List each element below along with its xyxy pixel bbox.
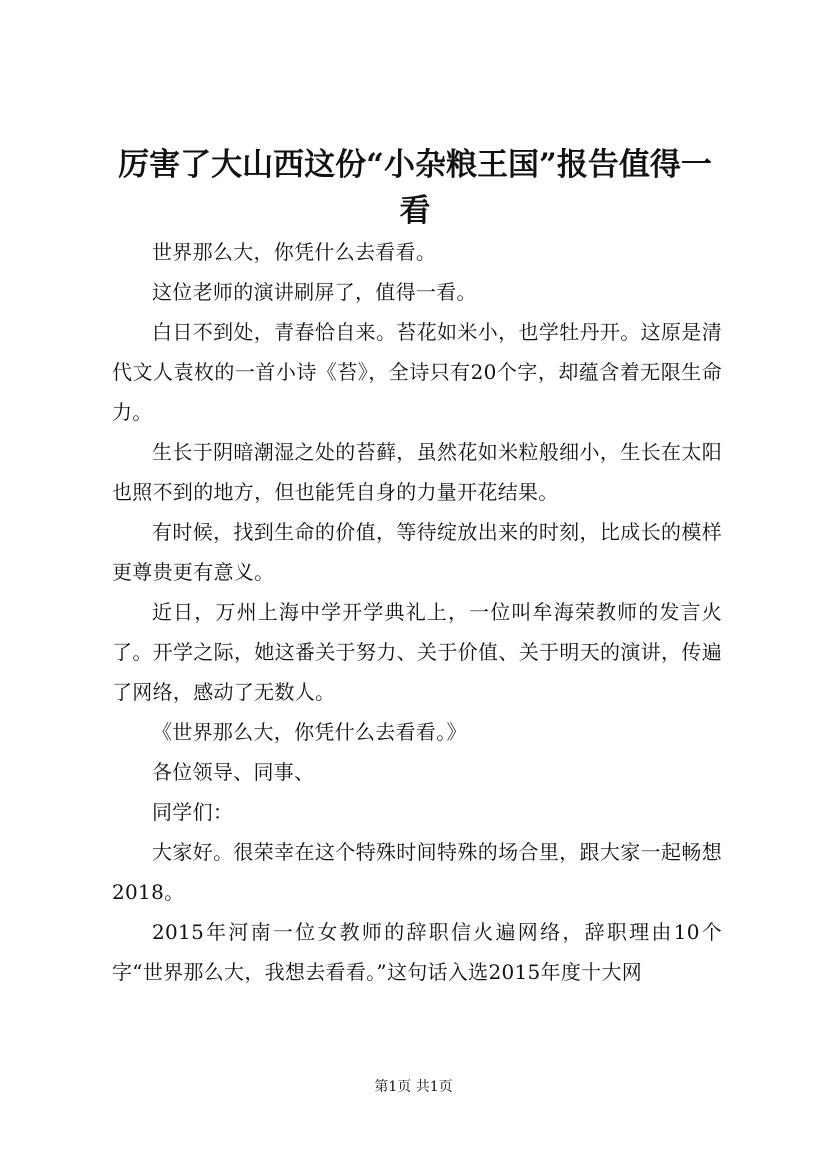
paragraph-7: 《世界那么大，你凭什么去看看。》 [152, 720, 467, 744]
paragraph-9: 同学们： [152, 800, 234, 824]
paragraph-1: 世界那么大，你凭什么去看看。 [152, 240, 437, 264]
paragraph-10: 大家好。很荣幸在这个特殊时间特殊的场合里，跟大家一起畅想2018。 [112, 840, 722, 904]
paragraph-6: 近日，万州上海中学开学典礼上，一位叫牟海荣教师的发言火了。开学之际，她这番关于努力、关于价值、关于明天的演讲，传遍了网络，感动了无数人。 [112, 600, 722, 704]
paragraph-3: 白日不到处，青春恰自来。苔花如米小，也学牡丹开。这原是清代文人袁枚的一首小诗《苔》，全诗只有20个字，却蕴含着无限生命力。 [112, 320, 722, 424]
document-title: 厉害了大山西这份“小杂粮王国”报告值得一看 [118, 147, 712, 229]
paragraph-11: 2015年河南一位女教师的辞职信火遍网络，辞职理由10个字“世界那么大，我想去看看。”这句话入选2015年度十大网 [112, 920, 722, 984]
paragraph-5: 有时候，找到生命的价值，等待绽放出来的时刻，比成长的模样更尊贵更有意义。 [112, 520, 722, 584]
page-footer: 第1页 共1页 [374, 1079, 453, 1095]
paragraph-8: 各位领导、同事、 [152, 760, 315, 784]
paragraph-2: 这位老师的演讲刷屏了，值得一看。 [152, 280, 477, 304]
document-body [112, 232, 722, 992]
paragraph-4: 生长于阴暗潮湿之处的苔藓，虽然花如米粒般细小，生长在太阳也照不到的地方，但也能凭自身的力量开花结果。 [112, 440, 722, 504]
